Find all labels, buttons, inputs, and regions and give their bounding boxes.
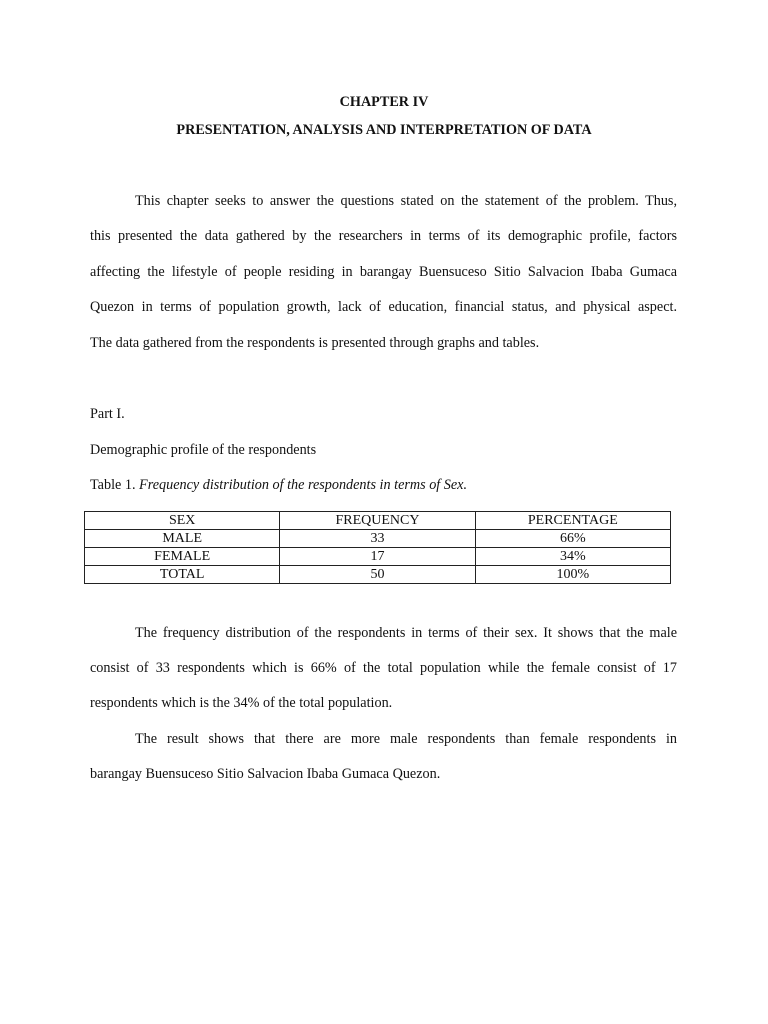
part-subtitle: Demographic profile of the respondents [90,442,317,458]
table-cell: 50 [280,566,475,584]
intro-line: This chapter seeks to answer the questions stated on the statement of the problem. Thus, [135,193,677,209]
part-label: Part I. [90,406,125,422]
table-cell: MALE [85,530,280,548]
table-cell: 17 [280,548,475,566]
intro-line: The data gathered from the respondents is presented through graphs and tables. [90,335,540,351]
column-header: FREQUENCY [280,512,475,530]
chapter-number: CHAPTER IV [339,94,429,110]
frequency-table [84,511,671,584]
table-cell: 100% [475,566,670,584]
column-header: SEX [85,512,280,530]
analysis-line: The result shows that there are more male respondents than female respondents in [135,731,677,747]
table-row [85,566,671,584]
chapter-title: PRESENTATION, ANALYSIS AND INTERPRETATION OF DATA [176,122,592,138]
table-cell: FEMALE [85,548,280,566]
table-caption-prefix: Table 1. [90,477,140,493]
table-cell: TOTAL [85,566,280,584]
analysis-line: barangay Buensuceso Sitio Salvacion Ibaba Gumaca Quezon. [90,766,441,782]
table-caption-title: Frequency distribution of the respondents in terms of Sex. [139,477,468,493]
intro-line: Quezon in terms of population growth, lack of education, financial status, and physical aspect. [90,299,677,315]
table-header-row [85,512,671,530]
table-row [85,530,671,548]
table-cell: 33 [280,530,475,548]
table-cell: 66% [475,530,670,548]
analysis-line: consist of 33 respondents which is 66% of the total population while the female consist of 17 [90,660,677,676]
intro-line: this presented the data gathered by the researchers in terms of its demographic profile, factors [90,228,677,244]
table-row [85,548,671,566]
table-cell: 34% [475,548,670,566]
analysis-line: respondents which is the 34% of the total population. [90,695,393,711]
table-caption [90,477,467,493]
analysis-line: The frequency distribution of the respondents in terms of their sex. It shows that the male [135,625,677,641]
column-header: PERCENTAGE [475,512,670,530]
intro-line: affecting the lifestyle of people residing in barangay Buensuceso Sitio Salvacion Ibaba Gumaca [90,264,677,280]
